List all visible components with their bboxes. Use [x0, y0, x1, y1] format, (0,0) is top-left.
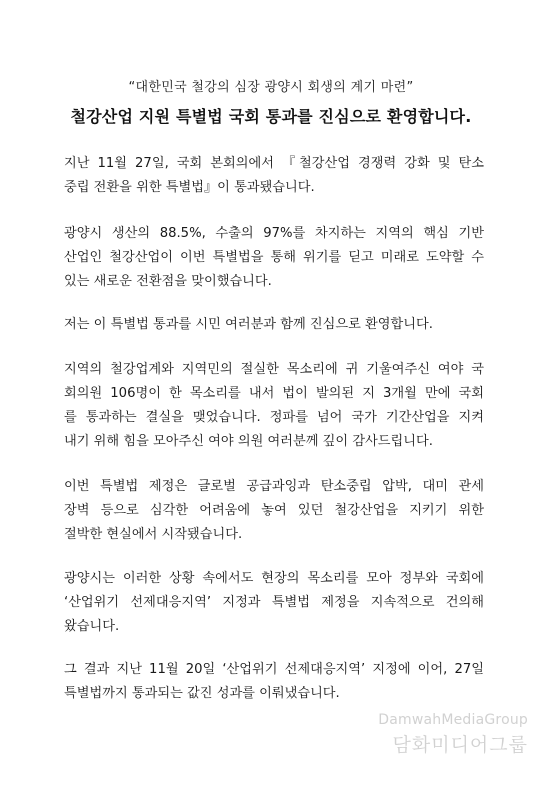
watermark-english: DamwahMediaGroup [378, 712, 528, 728]
paragraph-line: 광양시는 이러한 상황 속에서도 현장의 목소리를 모아 정부와 국회에 [64, 571, 484, 586]
paragraph-line: 저는 이 특별법 통과를 시민 여러분과 함께 진심으로 환영합니다. [64, 317, 433, 332]
paragraph-line: 지난 11월 27일, 국회 본회의에서 『철강산업 경쟁력 강화 및 탄소 [64, 156, 484, 171]
paragraph-3 [64, 313, 484, 337]
paragraph-line: 그 결과 지난 11월 20일 ‘산업위기 선제대응지역’ 지정에 이어, 27일 [64, 662, 484, 677]
paragraph-line: 이번 특별법 제정은 글로벌 공급과잉과 탄소중립 압박, 대미 관세 [64, 479, 484, 494]
media-watermark [328, 712, 528, 757]
paragraph-line: 를 통과하는 결실을 맺었습니다. 정파를 넘어 국가 기간산업을 지켜 [64, 410, 484, 425]
paragraph-line: 회의원 106명이 한 목소리를 내서 법이 발의된 지 3개월 만에 국회 [64, 386, 484, 401]
paragraph-line: 광양시 생산의 88.5%, 수출의 97%를 차지하는 지역의 핵심 기반 [64, 226, 484, 241]
paragraph-line: 있는 새로운 전환점을 맞이했습니다. [64, 274, 272, 289]
watermark-korean: 담화미디어그룹 [392, 734, 528, 756]
paragraph-line: 산업인 철강산업이 이번 특별법을 통해 위기를 딛고 미래로 도약할 수 [64, 250, 484, 265]
paragraph-6 [64, 567, 484, 639]
document-subtitle: “대한민국 철강의 심장 광양시 회생의 계기 마련” [128, 80, 414, 95]
paragraph-4 [64, 358, 484, 454]
paragraph-line: 절박한 현실에서 시작됐습니다. [64, 527, 243, 542]
paragraph-line: 내기 위해 힘을 모아주신 여야 의원 여러분께 깊이 감사드립니다. [64, 434, 433, 449]
paragraph-line: ‘산업위기 선제대응지역’ 지정과 특별법 제정을 지속적으로 건의해 [64, 595, 484, 610]
document-title: 철강산업 지원 특별법 국회 통과를 진심으로 환영합니다. [70, 107, 472, 126]
paragraph-line: 왔습니다. [64, 619, 120, 634]
paragraph-1 [64, 152, 484, 200]
paragraph-5 [64, 475, 484, 547]
paragraph-line: 장벽 등으로 심각한 어려움에 놓여 있던 철강산업을 지키기 위한 [64, 503, 484, 518]
paragraph-line: 지역의 철강업계와 지역민의 절실한 목소리에 귀 기울여주신 여야 국 [64, 362, 484, 377]
paragraph-line: 특별법까지 통과되는 값진 성과를 이뤄냈습니다. [64, 686, 340, 701]
paragraph-line: 중립 전환을 위한 특별법』이 통과됐습니다. [64, 180, 315, 195]
paragraph-7 [64, 658, 484, 706]
paragraph-2 [64, 222, 484, 294]
